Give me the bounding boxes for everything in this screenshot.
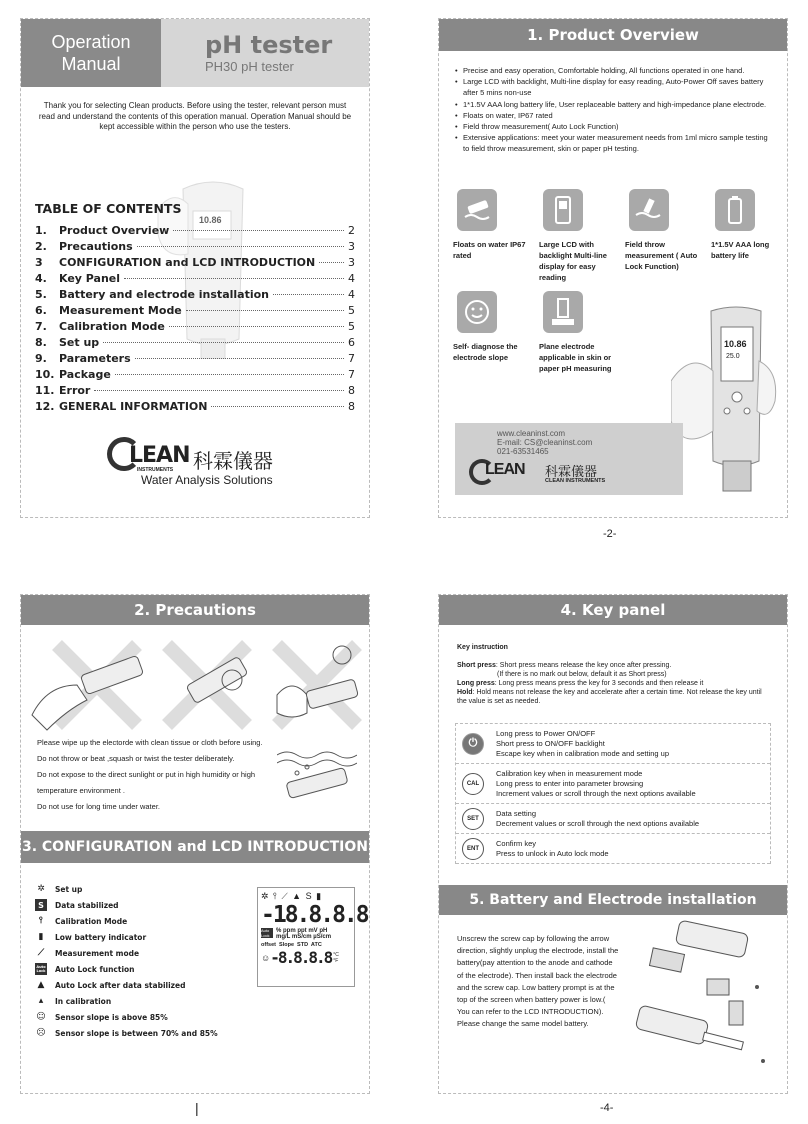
precaution-line: Do not throw or beat ,squash or twist the tester deliberately. — [37, 754, 235, 763]
bullet-dot-icon: • — [455, 110, 458, 120]
key-desc-line: Press to unlock in Auto lock mode — [496, 848, 609, 858]
toc-dots — [115, 374, 344, 375]
overview-bullet: • Extensive applications: meet your water measurement needs from 1ml micro sample testing to field throw measurement, skin or paper pH testing. — [455, 133, 768, 154]
float-icon — [457, 189, 497, 231]
logo-text: LEAN — [129, 443, 190, 468]
feature-item — [539, 189, 623, 283]
hand-device-reading: 10.86 — [724, 339, 747, 349]
long-press-term: Long press — [457, 680, 495, 687]
smiley-icon — [457, 291, 497, 333]
legend-label: Set up — [55, 884, 83, 894]
overview-bullet: • Field throw measurement( Auto Lock Function) — [455, 122, 619, 132]
hand-device-temp: 25.0 — [726, 353, 740, 360]
key-desc-line: Long press to enter into parameter browsing — [496, 778, 644, 788]
feature-item — [453, 291, 537, 363]
key-row — [456, 724, 770, 764]
toc-number: 4. — [35, 272, 47, 285]
toc-number: 10. — [35, 368, 55, 381]
legend-row — [35, 945, 245, 961]
toc-title: TABLE OF CONTENTS — [35, 201, 182, 216]
overview-bullet: • Precise and easy operation, Comfortable holding, All functions operated in one hand. — [455, 66, 745, 75]
battery-text: Unscrew the screw cap by following the arrow direction, slightly unplug the electrode, install the battery(pay attention to the anode and cathode of the electrode). Then install back the electrode and the screw cap. Low battery prompt is at the top of the screen when battery power is low.( You can refer to the LCD INTRODUCTION). Please change the same model battery. — [457, 934, 619, 1029]
toc-number: 8. — [35, 336, 47, 349]
legend-row — [35, 1009, 245, 1025]
page-number-4: -4- — [600, 1102, 614, 1114]
key-instruction-title: Key instruction — [457, 644, 508, 651]
bullet-dot-icon: • — [455, 77, 458, 87]
toc-row[interactable] — [35, 256, 355, 272]
key-row — [456, 804, 770, 834]
lcd-top-icons: ✲ ⫯ ⟋ ▲ S ▮ — [261, 891, 323, 901]
legend-label: In calibration — [55, 996, 112, 1006]
contact-email[interactable]: E-mail: CS@cleaninst.com — [497, 438, 593, 447]
config-heading: 3. CONFIGURATION and LCD INTRODUCTION — [21, 831, 369, 863]
legend-row — [35, 929, 245, 945]
tagline: Water Analysis Solutions — [141, 473, 273, 487]
contact-box — [455, 423, 683, 495]
toc-label: Set up — [59, 336, 100, 349]
toc-page: 4 — [348, 288, 355, 301]
key-table — [455, 723, 771, 864]
toc-number: 7. — [35, 320, 47, 333]
toc-label: Measurement Mode — [59, 304, 182, 317]
toc-label: Key Panel — [59, 272, 121, 285]
key-desc-line: Data setting — [496, 808, 537, 818]
key-button-icon[interactable]: ⏻ — [462, 733, 484, 755]
key-desc-line: Escape key when in calibration mode and setting up — [496, 748, 670, 758]
contact-logo-text: LEAN — [485, 461, 525, 478]
feature-item — [711, 189, 795, 261]
toc-dots — [173, 230, 344, 231]
toc-row[interactable] — [35, 352, 355, 368]
precautions-panel — [20, 594, 370, 1094]
key-desc — [496, 729, 669, 759]
toc-dots — [137, 246, 344, 247]
key-desc-line: Long press to Power ON/OFF — [496, 728, 596, 738]
toc-label: Parameters — [59, 352, 131, 365]
toc-dots — [186, 310, 344, 311]
key-instruction — [439, 625, 787, 706]
toc-page: 6 — [348, 336, 355, 349]
logo-cn: 科霖儀器 — [193, 451, 273, 473]
key-button-icon[interactable]: CAL — [462, 773, 484, 795]
hold-term: Hold — [457, 689, 473, 696]
legend-symbol-icon: ⫯ — [39, 916, 43, 926]
battery-heading: 5. Battery and Electrode installation — [439, 885, 787, 915]
legend-symbol-icon: ▲ — [37, 980, 45, 990]
toc-dots — [273, 294, 344, 295]
keypanel-panel — [438, 594, 788, 1094]
feature-caption: 1*1.5V AAA long battery life — [711, 240, 770, 260]
lcd-smiley-icon: ☺ — [261, 952, 271, 963]
legend-row — [35, 993, 245, 1009]
toc-row[interactable] — [35, 384, 355, 400]
precaution-line: Please wipe up the electorde with clean tissue or cloth before using. — [37, 738, 263, 747]
toc-number: 11. — [35, 384, 55, 397]
toc-dots — [94, 390, 344, 391]
toc-row[interactable] — [35, 336, 355, 352]
toc-dots — [103, 342, 344, 343]
toc-page: 8 — [348, 400, 355, 413]
toc-label: Product Overview — [59, 224, 170, 237]
key-button-icon[interactable]: ENT — [462, 838, 484, 860]
cover-title-block — [161, 19, 369, 87]
plane-electrode-icon — [543, 291, 583, 333]
short-press-desc: : Short press means release the key once after pressing. — [495, 662, 672, 669]
contact-web[interactable]: www.cleaninst.com — [497, 429, 566, 438]
toc-number: 3 — [35, 256, 43, 269]
logo-sub: INSTRUMENTS — [137, 467, 174, 473]
overview-heading: 1. Product Overview — [439, 19, 787, 51]
toc-dots — [211, 406, 344, 407]
key-desc — [496, 809, 699, 829]
toc-page: 5 — [348, 320, 355, 333]
toc-page: 3 — [348, 256, 355, 269]
toc-label: CONFIGURATION and LCD INTRODUCTION — [59, 256, 316, 269]
legend-symbol-icon: ▮ — [38, 932, 44, 942]
key-row — [456, 764, 770, 804]
feature-item — [625, 189, 709, 272]
page-mark: | — [195, 1100, 199, 1116]
legend-symbol-icon: ▴ — [38, 996, 44, 1006]
legend-row — [35, 1025, 245, 1041]
underwater-illustration — [277, 745, 357, 805]
long-press-desc: : Long press means press the key for 3 seconds and then release it — [494, 680, 704, 687]
overview-bullet: • Large LCD with backlight, Multi-line display for easy reading, Auto-Power Off saves battery after 5 mins non-use — [455, 77, 764, 98]
bullet-dot-icon: • — [455, 99, 458, 109]
toc-page: 5 — [348, 304, 355, 317]
toc-page: 3 — [348, 240, 355, 253]
legend-symbol-icon: ☺ — [36, 1012, 46, 1022]
toc-dots — [169, 326, 344, 327]
toc-row[interactable] — [35, 240, 355, 256]
keypanel-heading: 4. Key panel — [439, 595, 787, 625]
legend-label: Measurement mode — [55, 948, 140, 958]
short-press-term: Short press — [457, 662, 496, 669]
toc-label: GENERAL INFORMATION — [59, 400, 208, 413]
toc-number: 5. — [35, 288, 47, 301]
lcd-temp-units: °C °F — [333, 951, 339, 964]
overview-bullet: • 1*1.5V AAA long battery life, User replaceable battery and high-impedance plane electrode. — [455, 99, 767, 109]
toc-page: 7 — [348, 368, 355, 381]
toc-page: 8 — [348, 384, 355, 397]
overview-bullets — [439, 51, 787, 155]
feature-row-2 — [453, 291, 633, 391]
legend-label: Auto Lock after data stabilized — [55, 980, 186, 990]
battery-illustration — [627, 917, 777, 1077]
legend-symbol-icon: S — [35, 899, 47, 911]
lcd-sub-digits: -8.8.8.8 — [270, 948, 332, 967]
feature-caption: Self- diagnose the electrode slope — [453, 342, 518, 362]
toc-label: Package — [59, 368, 111, 381]
throw-icon — [629, 189, 669, 231]
precautions-list — [37, 735, 297, 815]
lcd-units: % ppm ppt mV pH — [276, 928, 328, 934]
lcd-units2: mg/L mS/cm µS/cm — [276, 934, 332, 940]
lcd-display — [257, 887, 368, 987]
precaution-line: Do not expose to the direct sunlight or put in high humidity or high temperature environment . — [37, 770, 256, 795]
feature-caption: Floats on water IP67 rated — [453, 240, 526, 260]
hand-device-illustration — [671, 301, 781, 501]
toc-dots — [135, 358, 344, 359]
legend-symbol-icon: ☹ — [36, 1028, 46, 1038]
bullet-dot-icon: • — [455, 122, 458, 132]
toc-number: 6. — [35, 304, 47, 317]
key-desc-line: Confirm key — [496, 838, 537, 848]
legend-label: Data stabilized — [55, 900, 119, 910]
lcd-legend — [35, 881, 245, 1041]
toc-dots — [124, 278, 344, 279]
toc-list — [35, 224, 355, 416]
feature-caption: Field throw measurement ( Auto Lock Function) — [625, 240, 698, 271]
legend-row — [35, 913, 245, 929]
contact-sub: CLEAN INSTRUMENTS — [545, 478, 606, 484]
toc-row[interactable] — [35, 304, 355, 320]
key-desc — [496, 769, 696, 799]
contact-cn: 科霖儀器 — [545, 464, 598, 479]
contact-phone: 021-63531465 — [497, 447, 549, 456]
cover-model: PH30 pH tester — [205, 59, 294, 74]
toc-number: 2. — [35, 240, 47, 253]
legend-row — [35, 977, 245, 993]
legend-label: Sensor slope is between 70% and 85% — [55, 1028, 218, 1038]
legend-row — [35, 881, 245, 897]
feature-caption: Plane electrode applicable in skin or paper pH measuring — [539, 342, 612, 373]
legend-symbol-icon: ⟋ — [37, 948, 45, 958]
key-desc — [496, 839, 609, 859]
toc-row[interactable] — [35, 272, 355, 288]
toc-row[interactable] — [35, 288, 355, 304]
lcd-labels: offset Slope STD ATC — [261, 942, 322, 948]
legend-symbol-icon: ✲ — [37, 884, 45, 894]
operation-manual-label: Operation Manual — [21, 19, 161, 87]
legend-row — [35, 897, 245, 913]
feature-item — [453, 189, 537, 261]
toc-number: 1. — [35, 224, 47, 237]
toc-page: 2 — [348, 224, 355, 237]
lcd-icon — [543, 189, 583, 231]
toc-label: Precautions — [59, 240, 133, 253]
toc-page: 4 — [348, 272, 355, 285]
precaution-line: Do not use for long time under water. — [37, 802, 160, 811]
page-number-2: -2- — [603, 528, 617, 540]
feature-caption: Large LCD with backlight Multi-line display for easy reading — [539, 240, 607, 282]
legend-label: Auto Lock function — [55, 964, 135, 974]
bullet-dot-icon: • — [455, 66, 458, 75]
device-reading: 10.86 — [199, 215, 222, 225]
feature-row-1 — [453, 189, 783, 289]
cover-title: pH tester — [205, 31, 333, 59]
toc-number: 9. — [35, 352, 47, 365]
toc-row[interactable] — [35, 400, 355, 416]
short-press-note: (If there is no mark out below, default it as Short press) — [497, 671, 667, 678]
precautions-illustration — [27, 635, 367, 735]
feature-item — [539, 291, 623, 374]
legend-symbol-icon: Auto Lock — [36, 965, 46, 973]
toc-row[interactable] — [35, 224, 355, 240]
key-desc-line: Increment values or scroll through the next options available — [496, 788, 696, 798]
key-desc-line: Decrement values or scroll through the next options available — [496, 818, 700, 828]
toc-label: Calibration Mode — [59, 320, 165, 333]
toc-label: Battery and electrode installation — [59, 288, 269, 301]
legend-row — [35, 961, 245, 977]
key-button-icon[interactable]: SET — [462, 808, 484, 830]
key-desc-line: Short press to ON/OFF backlight — [496, 738, 605, 748]
toc-label: Error — [59, 384, 91, 397]
legend-label: Low battery indicator — [55, 932, 147, 942]
cover-panel — [20, 18, 370, 518]
cover-intro: Thank you for selecting Clean products. Before using the tester, relevant person must read and understand the contents of this operation manual. Operation Manual should be kept accessible within the person who use the testers. — [38, 101, 352, 131]
toc-row[interactable] — [35, 320, 355, 336]
toc-page: 7 — [348, 352, 355, 365]
key-desc-line: Calibration key when in measurement mode — [496, 768, 643, 778]
overview-panel — [438, 18, 788, 518]
toc-dots — [319, 262, 344, 263]
lcd-auto-lock: Auto Lock — [261, 928, 273, 938]
cover-header — [21, 19, 369, 87]
key-row — [456, 834, 770, 864]
overview-bullet: • Floats on water, IP67 rated — [455, 110, 553, 120]
bullet-dot-icon: • — [455, 133, 458, 143]
precautions-heading: 2. Precautions — [21, 595, 369, 625]
legend-label: Calibration Mode — [55, 916, 128, 926]
legend-label: Sensor slope is above 85% — [55, 1012, 168, 1022]
toc-row[interactable] — [35, 368, 355, 384]
lcd-main-digits: -18.8.8.8 — [261, 902, 368, 928]
battery-icon — [715, 189, 755, 231]
hold-desc: : Hold means not release the key and accelerate after a certain time. Not release the key until the value is set as needed. — [457, 689, 762, 705]
toc-number: 12. — [35, 400, 55, 413]
